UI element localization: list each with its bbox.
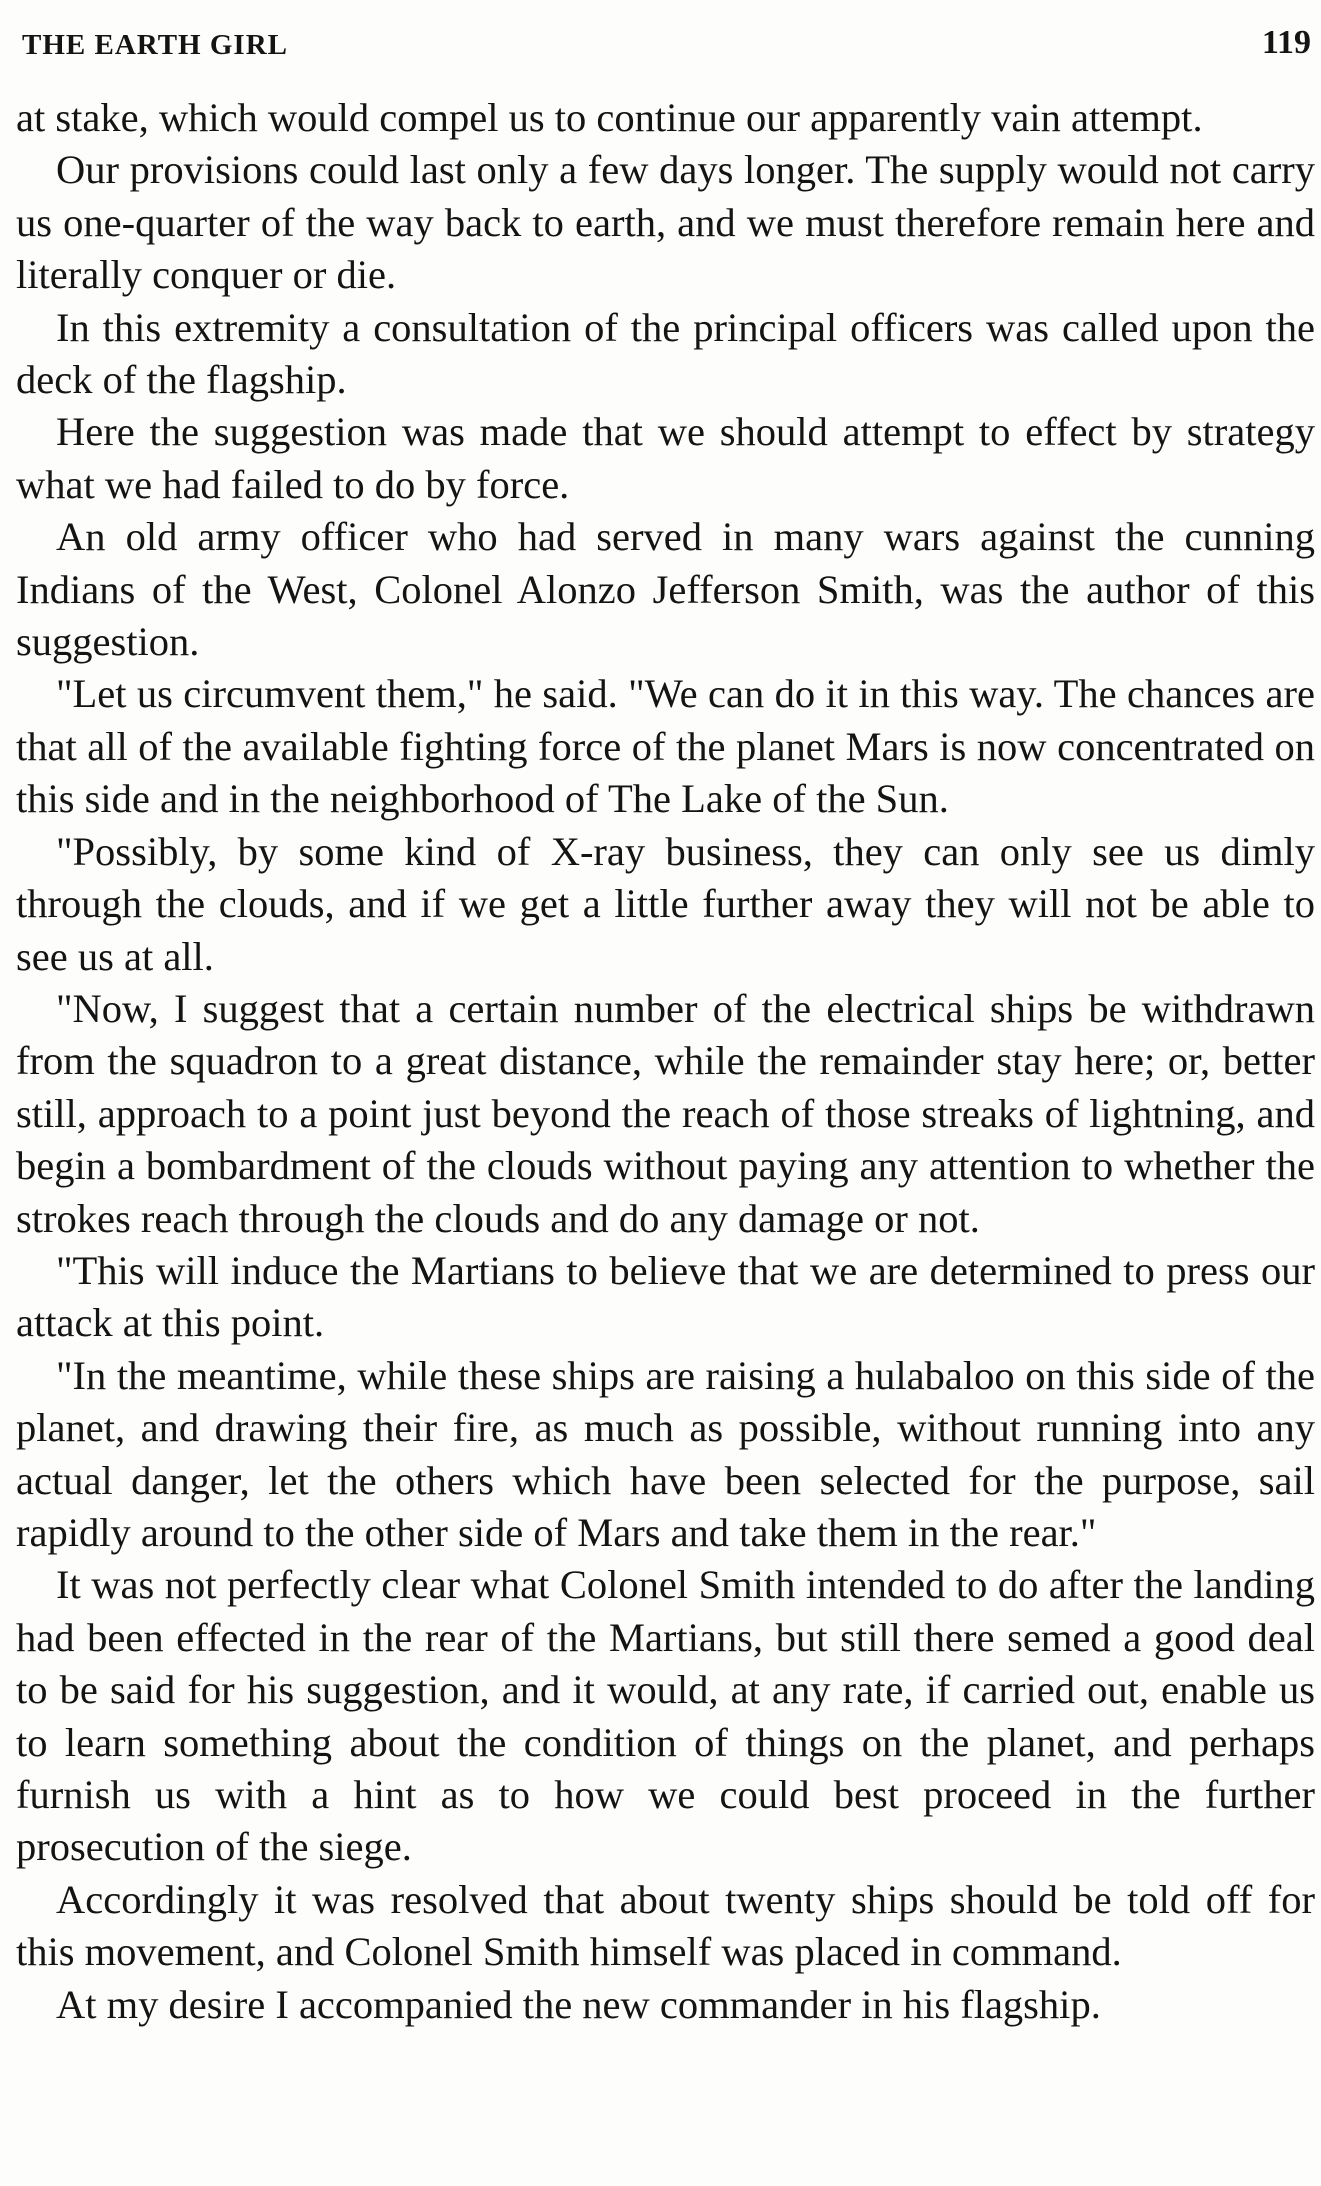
paragraph: Accordingly it was resolved that about twenty ships should be told off for this movement, and Colonel Smith himself was placed in command. bbox=[16, 1876, 1315, 1975]
paragraph: It was not perfectly clear what Colonel Smith intended to do after the landing had been effected in the rear of the Martians, but still there semed a good deal to be said for his suggestion, and it would, at any rate, if carried out, enable us to learn something about the condition of things on the planet, and perhaps furnish us with a hint as to how we could best proceed in the further prosecution of the siege. bbox=[16, 1562, 1315, 1870]
body-text bbox=[16, 92, 1315, 2031]
paragraph: "Possibly, by some kind of X-ray business, they can only see us dimly through the clouds, and if we get a little further away they will not be able to see us at all. bbox=[16, 828, 1315, 979]
running-head bbox=[22, 0, 1311, 60]
paragraph: "Let us circumvent them," he said. "We can do it in this way. The chances are that all of the available fighting force of the planet Mars is now concentrated on this side and in the neighborhood of The Lake of the Sun. bbox=[16, 671, 1315, 822]
page-number: 119 bbox=[1261, 24, 1311, 61]
paragraph: At my desire I accompanied the new commander in his flagship. bbox=[56, 1981, 1101, 2027]
paragraph: An old army officer who had served in many wars against the cunning Indians of the West, Colonel Alonzo Jefferson Smith, was the author of this suggestion. bbox=[16, 514, 1315, 665]
paragraph: Here the suggestion was made that we should attempt to effect by strategy what we had failed to do by force. bbox=[16, 409, 1315, 507]
paragraph: "Now, I suggest that a certain number of the electrical ships be withdrawn from the squadron to a great distance, while the remainder stay here; or, better still, approach to a point just beyond the reach of those streaks of lightning, and begin a bombardment of the clouds without paying any attention to whether the strokes reach through the clouds and do any damage or not. bbox=[16, 985, 1315, 1241]
paragraph: "This will induce the Martians to believe that we are determined to press our attack at this point. bbox=[16, 1247, 1315, 1346]
paragraph-continued: at stake, which would compel us to continue our apparently vain attempt. bbox=[16, 95, 1203, 140]
paragraph: "In the meantime, while these ships are raising a hulabaloo on this side of the planet, and drawing their fire, as much as possible, without running into any actual danger, let the others which have been selected for the purpose, sail rapidly around to the other side of Mars and take them in the rear." bbox=[16, 1352, 1315, 1555]
running-head-title: THE EARTH GIRL bbox=[22, 29, 288, 61]
paragraph: In this extremity a consultation of the principal officers was called upon the deck of the flagship. bbox=[16, 304, 1315, 403]
paragraph: Our provisions could last only a few days longer. The supply would not carry us one-quarter of the way back to earth, and we must therefore remain here and literally conquer or die. bbox=[16, 147, 1315, 298]
